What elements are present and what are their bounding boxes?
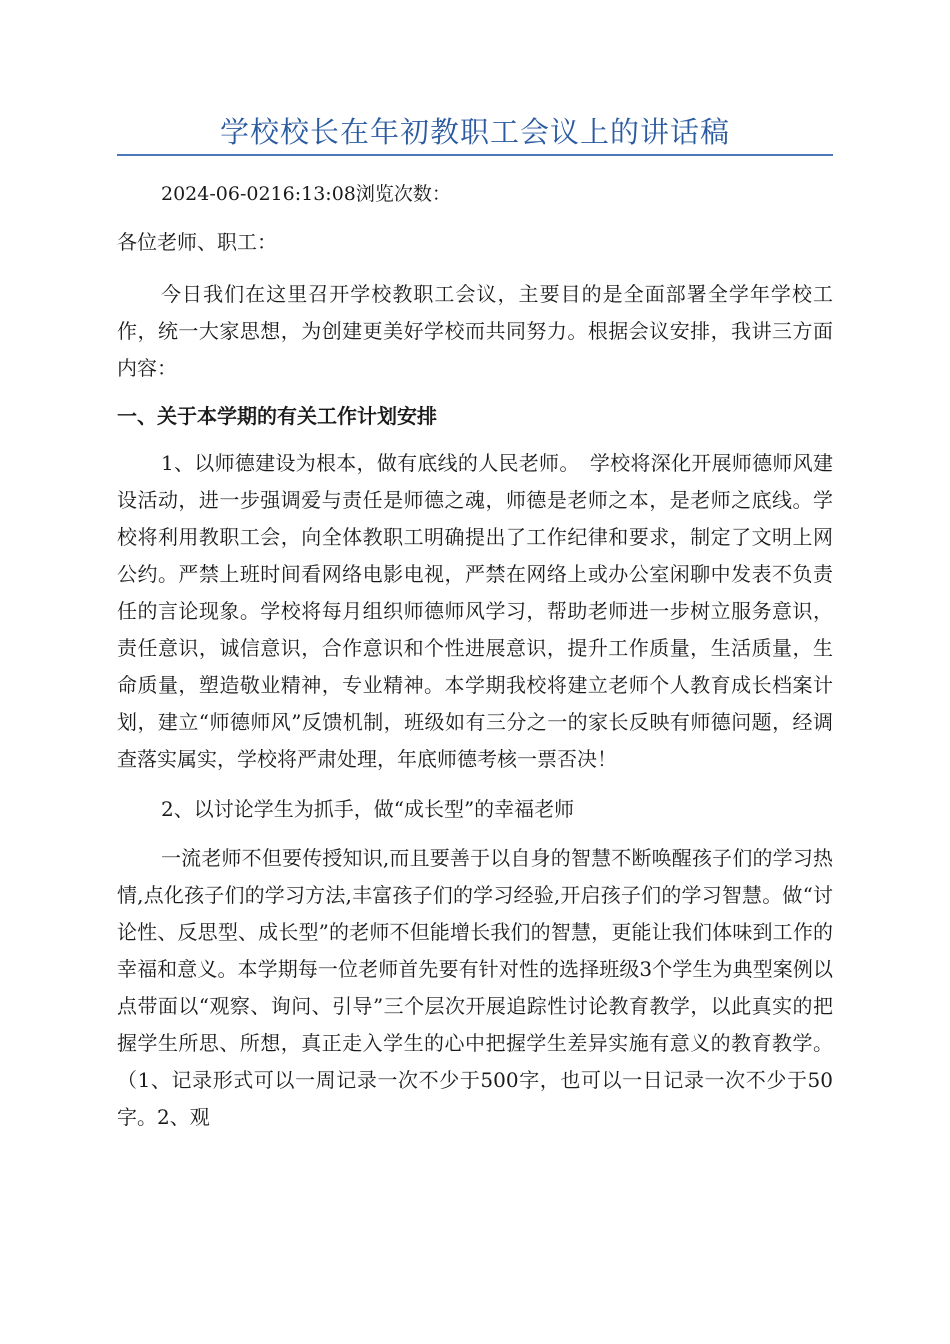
section-heading: 一、关于本学期的有关工作计划安排 xyxy=(117,404,437,428)
document-title: 学校校长在年初教职工会议上的讲话稿 xyxy=(219,115,730,149)
document-page xyxy=(117,0,833,1136)
intro-paragraph: 今日我们在这里召开学校教职工会议，主要目的是全面部署全学年学校工作，统一大家思想，为创建更美好学校而共同努力。根据会议安排，我讲三方面内容： xyxy=(117,282,833,380)
salutation: 各位老师、职工： xyxy=(117,230,277,254)
item-1-paragraph: 1、以师德建设为根本，做有底线的人民老师。 学校将深化开展师德师风建设活动，进一步强调爱与责任是师德之魂，师德是老师之本，是老师之底线。学校将利用教职工会，向全体教职工明确提出了工作纪律和要求，制定了文明上网公约。严禁上班时间看网络电影电视，严禁在网络上或办公室闲聊中发表不负责任的言论现象。学校将每月组织师德师风学习，帮助老师进一步树立服务意识，责任意识，诚信意识，合作意识和个性进展意识，提升工作质量，生活质量，生命质量，塑造敬业精神，专业精神。本学期我校将建立老师个人教育成长档案计划，建立“师德师风”反馈机制，班级如有三分之一的家长反映有师德问题，经调查落实属实，学校将严肃处理，年底师德考核一票否决！ xyxy=(117,451,833,771)
title-divider xyxy=(117,154,833,156)
item-2-paragraph: 一流老师不但要传授知识,而且要善于以自身的智慧不断唤醒孩子们的学习热情,点化孩子们的学习方法,丰富孩子们的学习经验,开启孩子们的学习智慧。做“讨论性、反思型、成长型”的老师不但能增长我们的智慧，更能让我们体味到工作的幸福和意义。本学期每一位老师首先要有针对性的选择班级3个学生为典型案例以点带面以“观察、询问、引导”三个层次开展追踪性讨论教育教学，以此真实的把握学生所思、所想，真正走入学生的心中把握学生差异实施有意义的教育教学。（1、记录形式可以一周记录一次不少于500字，也可以一日记录一次不少于50字。2、观 xyxy=(117,846,833,1129)
item-2-heading: 2、以讨论学生为抓手，做“成长型”的幸福老师 xyxy=(161,797,575,821)
document-meta: 2024-06-0216:13:08浏览次数： xyxy=(161,183,451,205)
